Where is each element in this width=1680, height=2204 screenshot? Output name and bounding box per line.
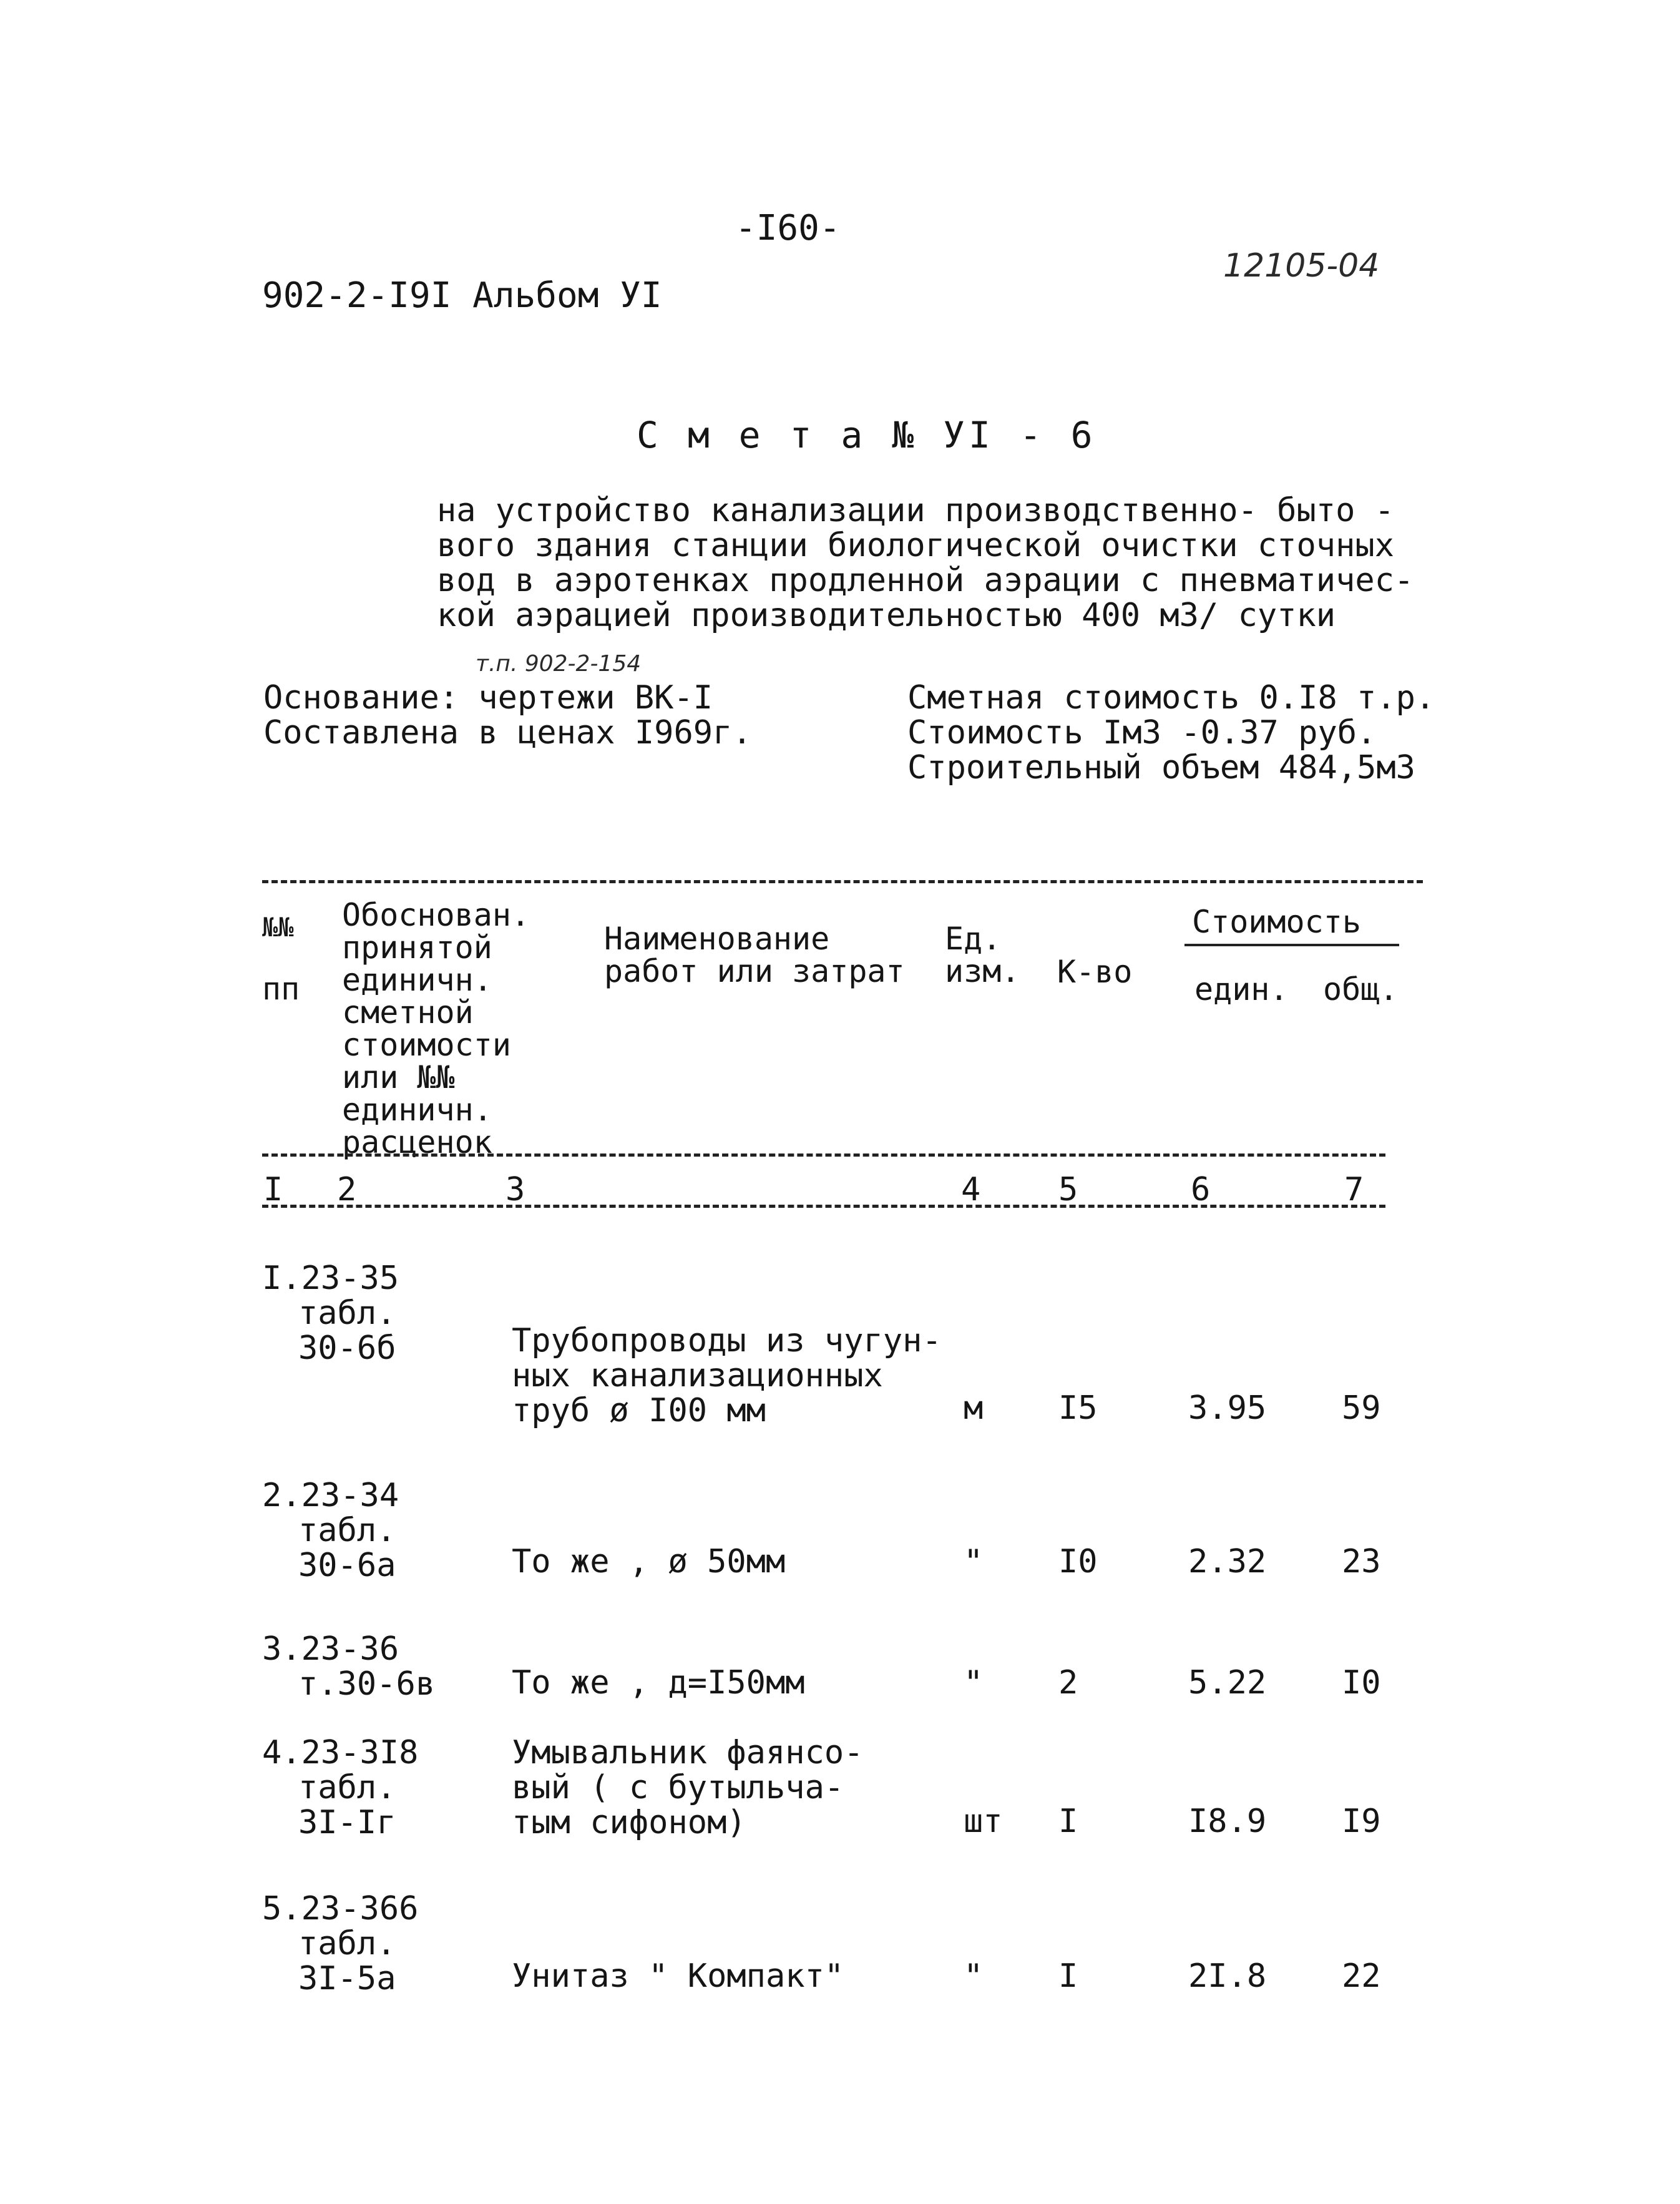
row-basis-line: 3.23-36 xyxy=(262,1630,399,1668)
header-cost-unit: един. xyxy=(1194,971,1289,1007)
table-row-4-basis xyxy=(262,1735,418,1840)
subtitle-line: на устройство канализации производственно- быто - xyxy=(437,492,1395,529)
column-number: 4 xyxy=(961,1171,981,1208)
table-row-2-price: 2.32 xyxy=(1188,1543,1267,1580)
header-basis-line: расценок xyxy=(342,1124,492,1160)
column-number: 3 xyxy=(505,1171,525,1208)
row-basis-line: 4.23-3I8 xyxy=(262,1734,419,1771)
subtitle-line: кой аэрацией производительностью 400 м3/ сутки xyxy=(437,597,1336,634)
row-basis-line: табл. xyxy=(298,1295,396,1332)
column-number: 6 xyxy=(1191,1171,1211,1208)
table-row-3-total: I0 xyxy=(1342,1664,1381,1702)
row-basis-line: табл. xyxy=(298,1769,396,1806)
row-basis-line: 5.23-366 xyxy=(262,1890,419,1927)
estimate-title: С м е т а № УI - 6 xyxy=(637,414,1096,456)
header-cost-total: общ. xyxy=(1323,971,1399,1007)
header-unit-line: Ед. xyxy=(945,921,1002,957)
cost-total-line: Сметная стоимость 0.I8 т.р. xyxy=(907,679,1435,717)
cost-group-underline xyxy=(1184,944,1399,946)
column-numbers-underline xyxy=(262,1205,1385,1208)
row-basis-line: 3I-Iг xyxy=(298,1804,396,1841)
header-basis-line: Обоснован. xyxy=(342,897,530,933)
header-num xyxy=(262,911,300,1005)
table-row-5-unit: " xyxy=(964,1957,984,1995)
header-bottom-rule xyxy=(262,1153,1385,1157)
subtitle-line: вод в аэротенках продленной аэрации с пневматичес- xyxy=(437,562,1414,599)
cost-per-m3-line: Стоимость Iм3 -0.37 руб. xyxy=(907,714,1377,752)
table-row-2-unit: " xyxy=(964,1543,984,1580)
estimate-subtitle xyxy=(437,493,1414,633)
album-reference: 902-2-I9I Альбом УI xyxy=(262,275,662,316)
basis-line: Основание: чертежи ВК-I xyxy=(263,679,713,717)
row-name-line: Трубопроводы из чугун- xyxy=(512,1322,942,1359)
header-basis-line: стоимости xyxy=(342,1027,511,1063)
column-number: 7 xyxy=(1344,1171,1364,1208)
row-basis-line: табл. xyxy=(298,1512,396,1549)
column-number: 5 xyxy=(1058,1171,1078,1208)
row-basis-line: 30-6б xyxy=(298,1330,396,1367)
row-basis-line: I.23-35 xyxy=(262,1260,399,1297)
table-row-5-basis xyxy=(262,1891,418,1996)
row-name-line: ных канализационных xyxy=(512,1357,883,1394)
table-row-4-name xyxy=(512,1735,864,1840)
table-row-2-name: То же , ø 50мм xyxy=(512,1543,786,1580)
header-name-line: работ или затрат xyxy=(604,953,905,989)
table-row-3-unit: " xyxy=(964,1664,984,1702)
row-name-line: вый ( с бутыльча- xyxy=(512,1769,844,1806)
table-row-4-unit: шт xyxy=(964,1803,1003,1840)
table-row-1-basis xyxy=(262,1261,399,1366)
table-row-5-name: Унитаз " Компакт" xyxy=(512,1957,844,1995)
cost-summary-block xyxy=(907,680,1435,785)
header-basis xyxy=(342,899,530,1158)
header-basis-line: единичн. xyxy=(342,1092,492,1128)
prices-line: Составлена в ценах I969г. xyxy=(263,714,752,752)
row-name-line: труб ø I00 мм xyxy=(512,1392,766,1429)
table-top-rule xyxy=(262,880,1423,883)
table-row-4-price: I8.9 xyxy=(1188,1803,1267,1840)
row-basis-line: табл. xyxy=(298,1925,396,1962)
table-row-1-total: 59 xyxy=(1342,1389,1381,1427)
header-unit xyxy=(945,923,1020,987)
basis-handwritten-note: т.п. 902-2-154 xyxy=(476,651,642,677)
column-number: I xyxy=(263,1171,283,1208)
table-row-2-qty: I0 xyxy=(1058,1543,1098,1580)
table-row-1-qty: I5 xyxy=(1058,1389,1098,1427)
table-row-2-basis xyxy=(262,1478,399,1583)
row-basis-line: т.30-6в xyxy=(298,1665,436,1703)
table-row-3-name: То же , д=I50мм xyxy=(512,1664,805,1702)
header-qty: К-во xyxy=(1057,954,1133,990)
table-row-4-total: I9 xyxy=(1342,1803,1381,1840)
table-row-5-qty: I xyxy=(1058,1957,1078,1995)
table-row-1-price: 3.95 xyxy=(1188,1389,1267,1427)
row-name-line: Умывальник фаянсо- xyxy=(512,1734,864,1771)
header-name-line: Наименование xyxy=(604,921,830,957)
header-num-line: №№ xyxy=(262,912,294,943)
page-number: -I60- xyxy=(735,208,841,248)
archive-code-handwritten: 12105-04 xyxy=(1223,247,1380,285)
table-row-1-name xyxy=(512,1323,942,1428)
header-unit-line: изм. xyxy=(945,953,1020,989)
table-row-5-total: 22 xyxy=(1342,1957,1381,1995)
basis-block xyxy=(263,680,752,750)
building-volume-line: Строительный объем 484,5м3 xyxy=(907,749,1415,786)
header-basis-line: принятой xyxy=(342,929,492,966)
header-basis-line: сметной xyxy=(342,994,474,1031)
table-row-3-basis xyxy=(262,1632,435,1702)
table-row-5-price: 2I.8 xyxy=(1188,1957,1267,1995)
table-row-3-price: 5.22 xyxy=(1188,1664,1267,1702)
header-name xyxy=(604,923,905,987)
row-basis-line: 30-6а xyxy=(298,1547,396,1584)
table-row-2-total: 23 xyxy=(1342,1543,1381,1580)
row-basis-line: 2.23-34 xyxy=(262,1477,399,1514)
header-basis-line: или №№ xyxy=(342,1059,455,1095)
table-row-3-qty: 2 xyxy=(1058,1664,1078,1702)
row-name-line: тым сифоном) xyxy=(512,1804,746,1841)
table-row-4-qty: I xyxy=(1058,1803,1078,1840)
header-num-line: пп xyxy=(262,971,300,1007)
header-basis-line: единичн. xyxy=(342,962,492,998)
row-basis-line: 3I-5а xyxy=(298,1960,396,1997)
header-cost-group: Стоимость xyxy=(1192,904,1361,940)
subtitle-line: вого здания станции биологической очистки сточных xyxy=(437,527,1395,564)
column-number: 2 xyxy=(337,1171,357,1208)
table-row-1-unit: м xyxy=(964,1389,984,1427)
